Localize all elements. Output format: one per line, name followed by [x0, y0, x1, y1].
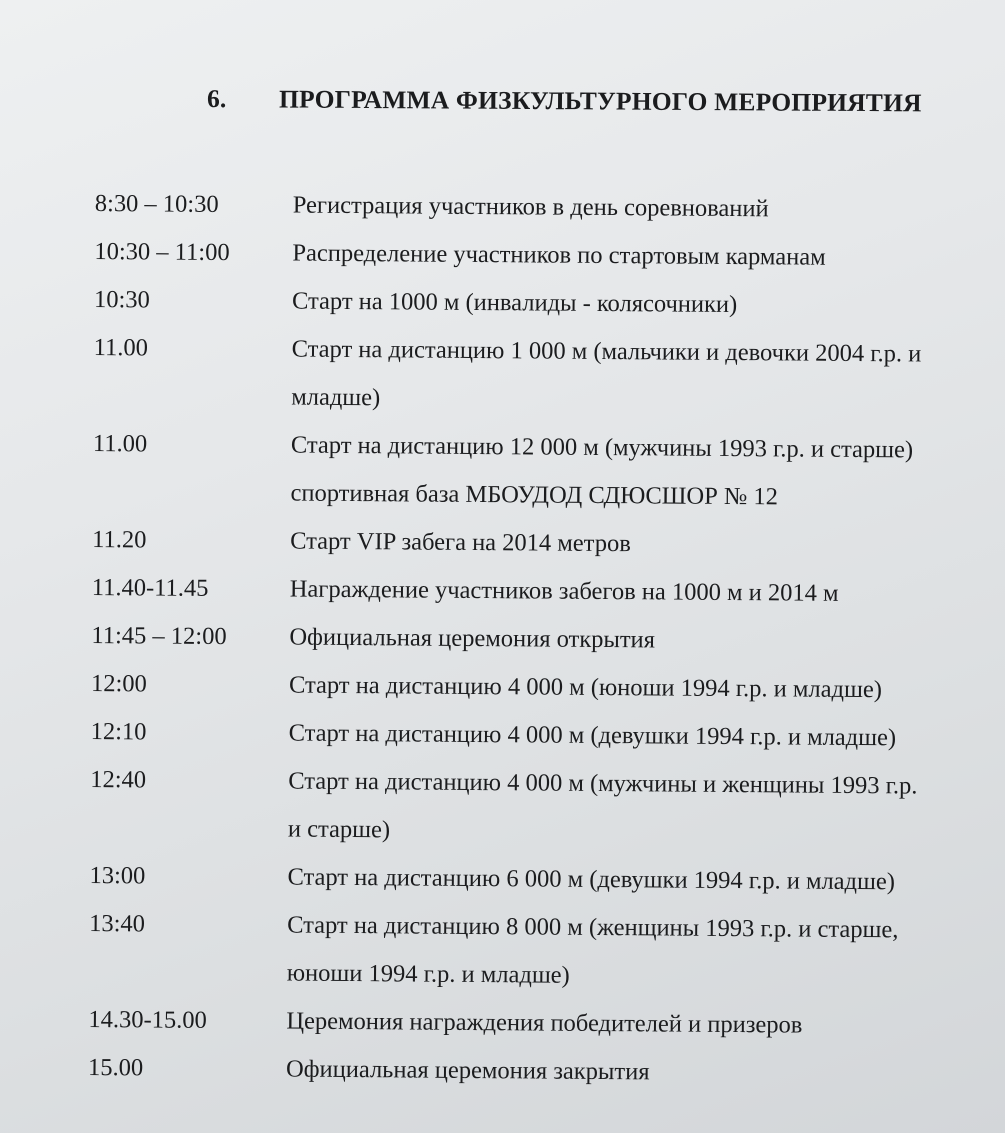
schedule-row [94, 228, 999, 283]
schedule-description-line: Регистрация участников в день соревнований [292, 191, 769, 223]
schedule-description-line: и старше) [287, 815, 391, 844]
schedule-time: 10:30 – 11:00 [94, 237, 230, 267]
schedule-description [287, 854, 992, 908]
schedule-description-line: Церемония награждения победителей и призеров [286, 1007, 803, 1039]
schedule-description-line: Старт на 1000 м (инвалиды - колясочники) [291, 287, 738, 319]
schedule-description-line: Старт на дистанцию 4 000 м (девушки 1994 г.р. и младше) [288, 719, 897, 752]
schedule-description [290, 422, 996, 524]
schedule-description-line: Официальная церемония закрытия [285, 1055, 650, 1086]
schedule-description [291, 326, 997, 428]
schedule-description [286, 998, 991, 1052]
schedule-description [288, 710, 993, 764]
schedule-time: 13:40 [89, 909, 146, 938]
schedule-time: 11:45 – 12:00 [91, 621, 227, 651]
schedule-time: 11.00 [92, 429, 148, 458]
schedule-time: 12:00 [90, 669, 147, 698]
schedule-description-line: юноши 1994 г.р. и младше) [286, 959, 570, 989]
schedule-row [88, 996, 993, 1051]
schedule-description-line: Старт на дистанцию 6 000 м (девушки 1994 г.р. и младше) [287, 863, 896, 896]
schedule-row [92, 564, 997, 619]
schedule-time: 11.00 [93, 333, 149, 362]
schedule-time: 10:30 [93, 285, 150, 314]
schedule-description-line: Распределение участников по стартовым карманам [292, 239, 826, 271]
schedule-time: 13:00 [89, 861, 146, 890]
schedule-description [290, 518, 995, 572]
schedule-time: 11.20 [92, 525, 147, 554]
schedule-row [93, 324, 999, 427]
schedule-description-line: Официальная церемония открытия [289, 623, 656, 654]
schedule-row [92, 516, 997, 571]
schedule-description [286, 1046, 991, 1100]
schedule-row [94, 276, 999, 331]
schedule-time: 15.00 [87, 1053, 144, 1082]
section-number: 6. [206, 84, 227, 114]
schedule-description [288, 758, 994, 860]
section-heading [207, 84, 997, 119]
section-title: ПРОГРАММА ФИЗКУЛЬТУРНОГО МЕРОПРИЯТИЯ [278, 84, 922, 118]
schedule-time: 11.40-11.45 [91, 573, 209, 602]
schedule-list [88, 180, 1000, 1099]
schedule-time: 12:10 [90, 717, 147, 746]
schedule-description [292, 278, 997, 332]
schedule-row [91, 660, 996, 715]
schedule-description-line: Старт на дистанцию 12 000 м (мужчины 1993 г.р. и старше) [290, 431, 914, 464]
schedule-row [92, 420, 998, 523]
schedule-description-line: Старт на дистанцию 4 000 м (юноши 1994 г.р. и младше) [288, 671, 883, 704]
schedule-description-line: младше) [291, 383, 381, 412]
schedule-description-line: Старт на дистанцию 1 000 м (мальчики и девочки 2004 г.р. и [291, 335, 922, 368]
schedule-row [91, 612, 996, 667]
schedule-description [292, 230, 997, 284]
schedule-description-line: Старт на дистанцию 4 000 м (мужчины и женщины 1993 г.р. [288, 767, 918, 800]
schedule-description-line: спортивная база МБОУДОД СДЮСШОР № 12 [290, 479, 778, 511]
schedule-time: 12:40 [90, 765, 147, 794]
schedule-time: 8:30 – 10:30 [94, 189, 219, 218]
schedule-row [90, 708, 995, 763]
schedule-description [293, 182, 998, 236]
schedule-description [289, 614, 994, 668]
schedule-description-line: Старт VIP забега на 2014 метров [290, 527, 631, 558]
schedule-description [290, 566, 995, 620]
schedule-row [88, 1044, 993, 1099]
schedule-row [95, 180, 1000, 235]
schedule-row [89, 852, 994, 907]
schedule-row [89, 900, 995, 1003]
schedule-description [289, 662, 994, 716]
schedule-time: 14.30-15.00 [88, 1005, 207, 1034]
schedule-description-line: Старт на дистанцию 8 000 м (женщины 1993 г.р. и старше, [287, 911, 899, 944]
schedule-description-line: Награждение участников забегов на 1000 м и 2014 м [289, 575, 839, 607]
schedule-row [90, 756, 996, 859]
schedule-description [287, 902, 993, 1004]
